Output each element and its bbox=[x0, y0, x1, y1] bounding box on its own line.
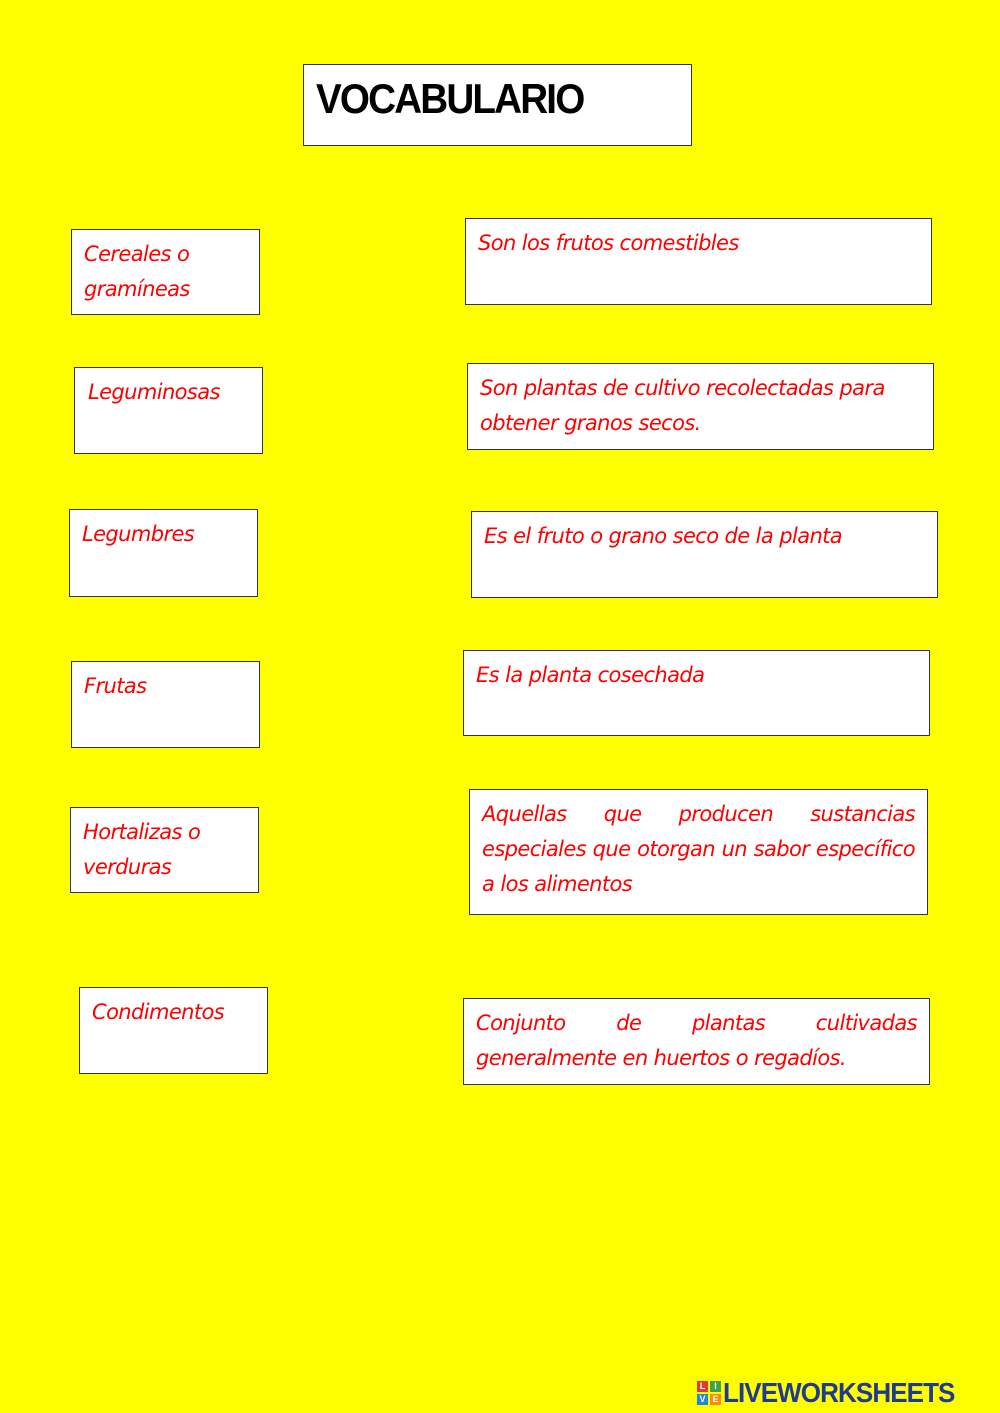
term-box-leguminosas[interactable] bbox=[74, 367, 263, 454]
definition-text: Aquellas que producen sustancias especiales que otorgan un sabor específico a los alimentos bbox=[482, 802, 915, 896]
definition-text: Son los frutos comestibles bbox=[478, 231, 739, 255]
definition-text: Son plantas de cultivo recolectadas para obtener granos secos. bbox=[480, 376, 885, 435]
term-text: Hortalizas o verduras bbox=[83, 820, 201, 879]
term-text: Condimentos bbox=[92, 1000, 225, 1024]
liveworksheets-logo bbox=[697, 1378, 972, 1408]
term-text: Frutas bbox=[84, 674, 147, 698]
logo-letter: I bbox=[710, 1381, 721, 1392]
definition-box-1[interactable] bbox=[465, 218, 932, 305]
definition-text: Es el fruto o grano seco de la planta bbox=[484, 524, 843, 548]
definition-box-3[interactable] bbox=[471, 511, 938, 598]
definition-box-2[interactable] bbox=[467, 363, 934, 450]
definition-box-4[interactable] bbox=[463, 650, 930, 736]
term-text: Cereales o gramíneas bbox=[84, 242, 190, 301]
term-text: Legumbres bbox=[82, 522, 195, 546]
term-box-frutas[interactable] bbox=[71, 661, 260, 748]
definition-box-5[interactable] bbox=[469, 789, 928, 915]
logo-mark-icon bbox=[697, 1381, 721, 1405]
definition-text: Es la planta cosechada bbox=[476, 663, 705, 687]
page-title: VOCABULARIO bbox=[316, 75, 584, 122]
term-box-cereales[interactable] bbox=[71, 229, 260, 315]
term-text: Leguminosas bbox=[88, 380, 220, 404]
logo-letter: E bbox=[710, 1394, 721, 1405]
term-box-hortalizas[interactable] bbox=[70, 807, 259, 893]
term-box-legumbres[interactable] bbox=[69, 509, 258, 597]
logo-text: LIVEWORKSHEETS bbox=[723, 1377, 955, 1408]
title-box bbox=[303, 64, 692, 146]
logo-letter: V bbox=[697, 1394, 708, 1405]
definition-box-6[interactable] bbox=[463, 998, 930, 1085]
definition-text: Conjunto de plantas cultivadas generalmente en huertos o regadíos. bbox=[476, 1011, 917, 1070]
term-box-condimentos[interactable] bbox=[79, 987, 268, 1074]
logo-letter: L bbox=[697, 1381, 708, 1392]
